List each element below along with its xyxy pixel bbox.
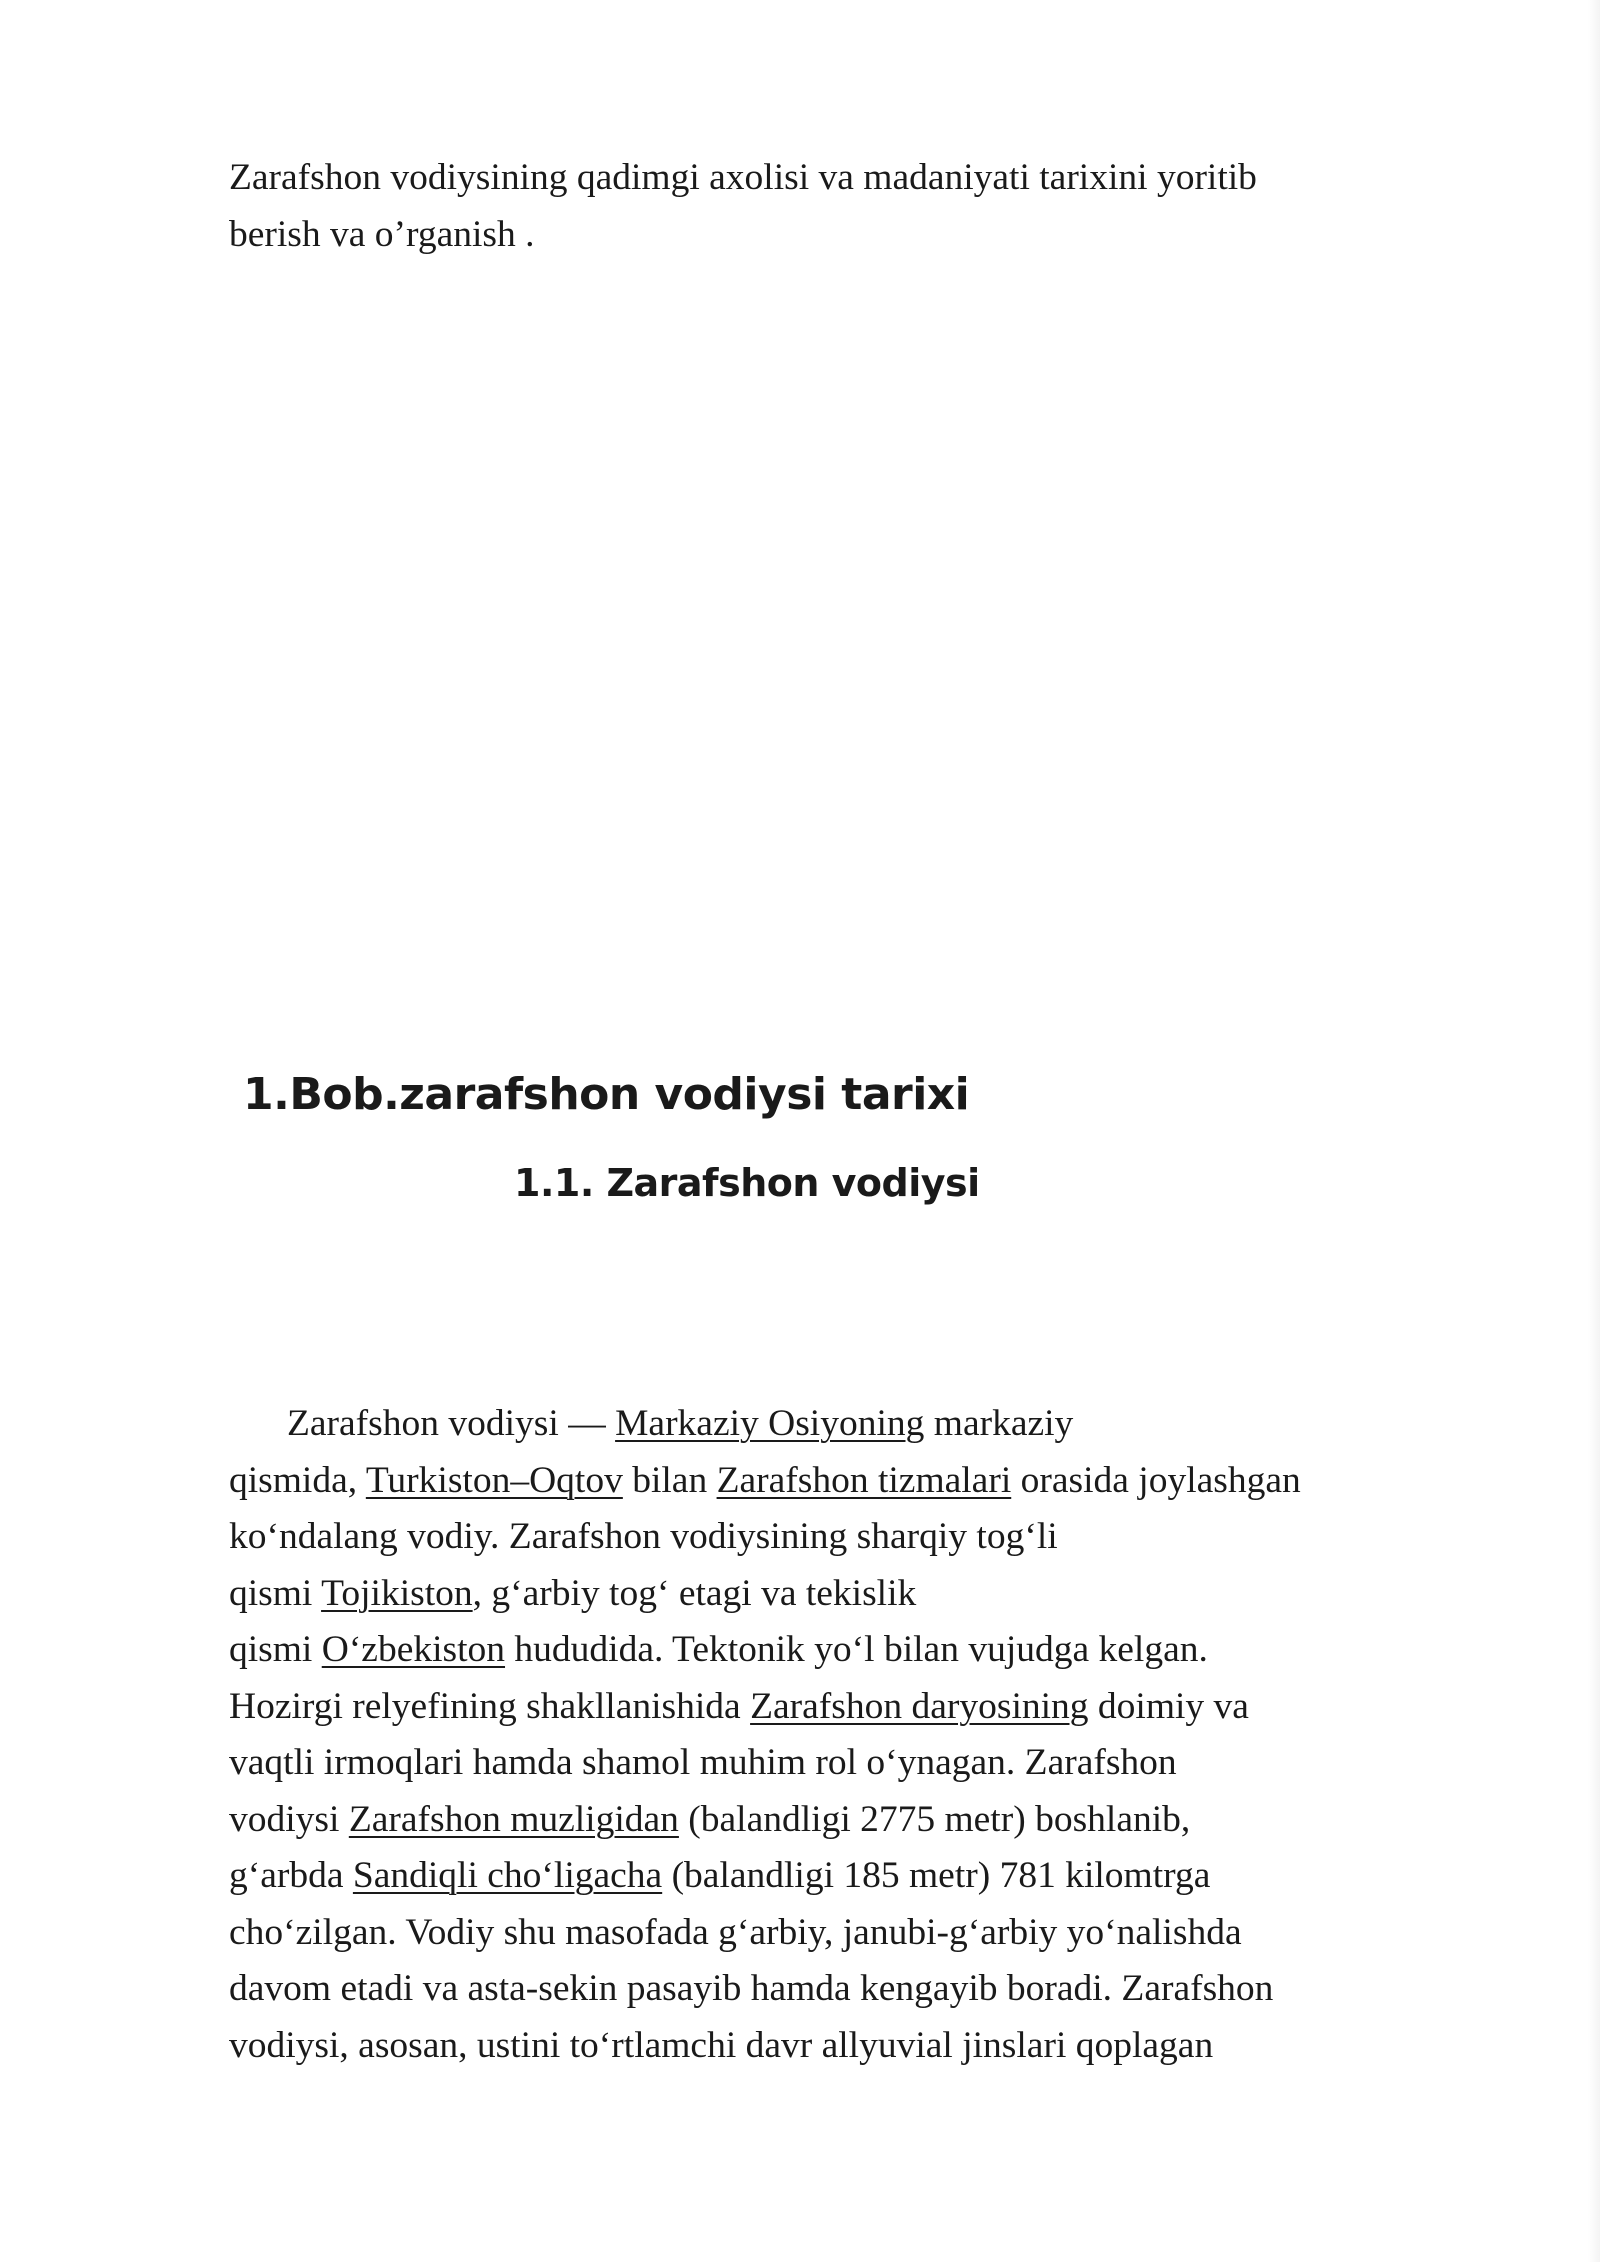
body-text: ko‘ndalang vodiy. Zarafshon vodiysining sharqiy tog‘li <box>229 1516 1058 1557</box>
link-zarafshon-muzligi[interactable]: Zarafshon muzligidan <box>348 1798 679 1840</box>
link-turkiston-oqtov[interactable]: Turkiston–Oqtov <box>365 1459 623 1501</box>
body-text: qismi <box>229 1572 322 1614</box>
link-markaziy-osiyo[interactable]: Markaziy Osiyoning <box>615 1403 925 1444</box>
body-text: vodiysi, asosan, ustini to‘rtlamchi davr allyuvial jinslari qoplagan <box>229 2024 1214 2066</box>
link-zarafshon-tizmalari[interactable]: Zarafshon tizmalari <box>716 1459 1012 1501</box>
link-tojikiston[interactable]: Tojikiston <box>321 1572 473 1614</box>
intro-line-2: berish va o’rganish . <box>229 213 535 255</box>
intro-line-1: Zarafshon vodiysining qadimgi axolisi va madaniyati tarixini yoritib <box>229 157 1257 198</box>
body-text: vodiysi <box>229 1798 349 1840</box>
body-text: g‘arbda <box>229 1855 353 1896</box>
page-edge-shadow <box>1588 0 1600 2262</box>
body-text: vaqtli irmoqlari hamda shamol muhim rol o‘ynagan. Zarafshon <box>229 1742 1177 1783</box>
body-text: (balandligi 185 metr) 781 kilomtrga <box>662 1855 1211 1896</box>
body-text: bilan <box>622 1459 717 1501</box>
chapter-heading: 1.Bob.zarafshon vodiysi tarixi <box>243 1069 970 1120</box>
body-text: orasida joylashgan <box>1011 1459 1301 1501</box>
link-zarafshon-daryosi[interactable]: Zarafshon daryosining <box>750 1685 1089 1727</box>
body-text: davom etadi va asta-sekin pasayib hamda kengayib boradi. Zarafshon <box>229 1968 1274 2009</box>
body-paragraph <box>229 1396 1479 2074</box>
intro-paragraph <box>229 150 1469 263</box>
body-text: hududida. Tektonik yo‘l bilan vujudga kelgan. <box>505 1629 1208 1670</box>
body-text: cho‘zilgan. Vodiy shu masofada g‘arbiy, janubi-g‘arbiy yo‘nalishda <box>229 1911 1242 1953</box>
body-text: qismi <box>229 1629 322 1670</box>
link-ozbekiston[interactable]: O‘zbekiston <box>321 1629 506 1670</box>
link-sandiqli-cho-li[interactable]: Sandiqli cho‘ligacha <box>352 1855 663 1896</box>
body-text: qismida, <box>229 1459 366 1501</box>
body-text: doimiy va <box>1088 1685 1249 1727</box>
body-text: Hozirgi relyefining shakllanishida <box>229 1685 751 1727</box>
body-text: Zarafshon vodiysi — <box>287 1403 616 1444</box>
body-text: markaziy <box>924 1403 1074 1444</box>
section-heading: 1.1. Zarafshon vodiysi <box>514 1161 980 1205</box>
body-text: (balandligi 2775 metr) boshlanib, <box>678 1798 1191 1840</box>
body-text: , g‘arbiy tog‘ etagi va tekislik <box>472 1572 917 1614</box>
